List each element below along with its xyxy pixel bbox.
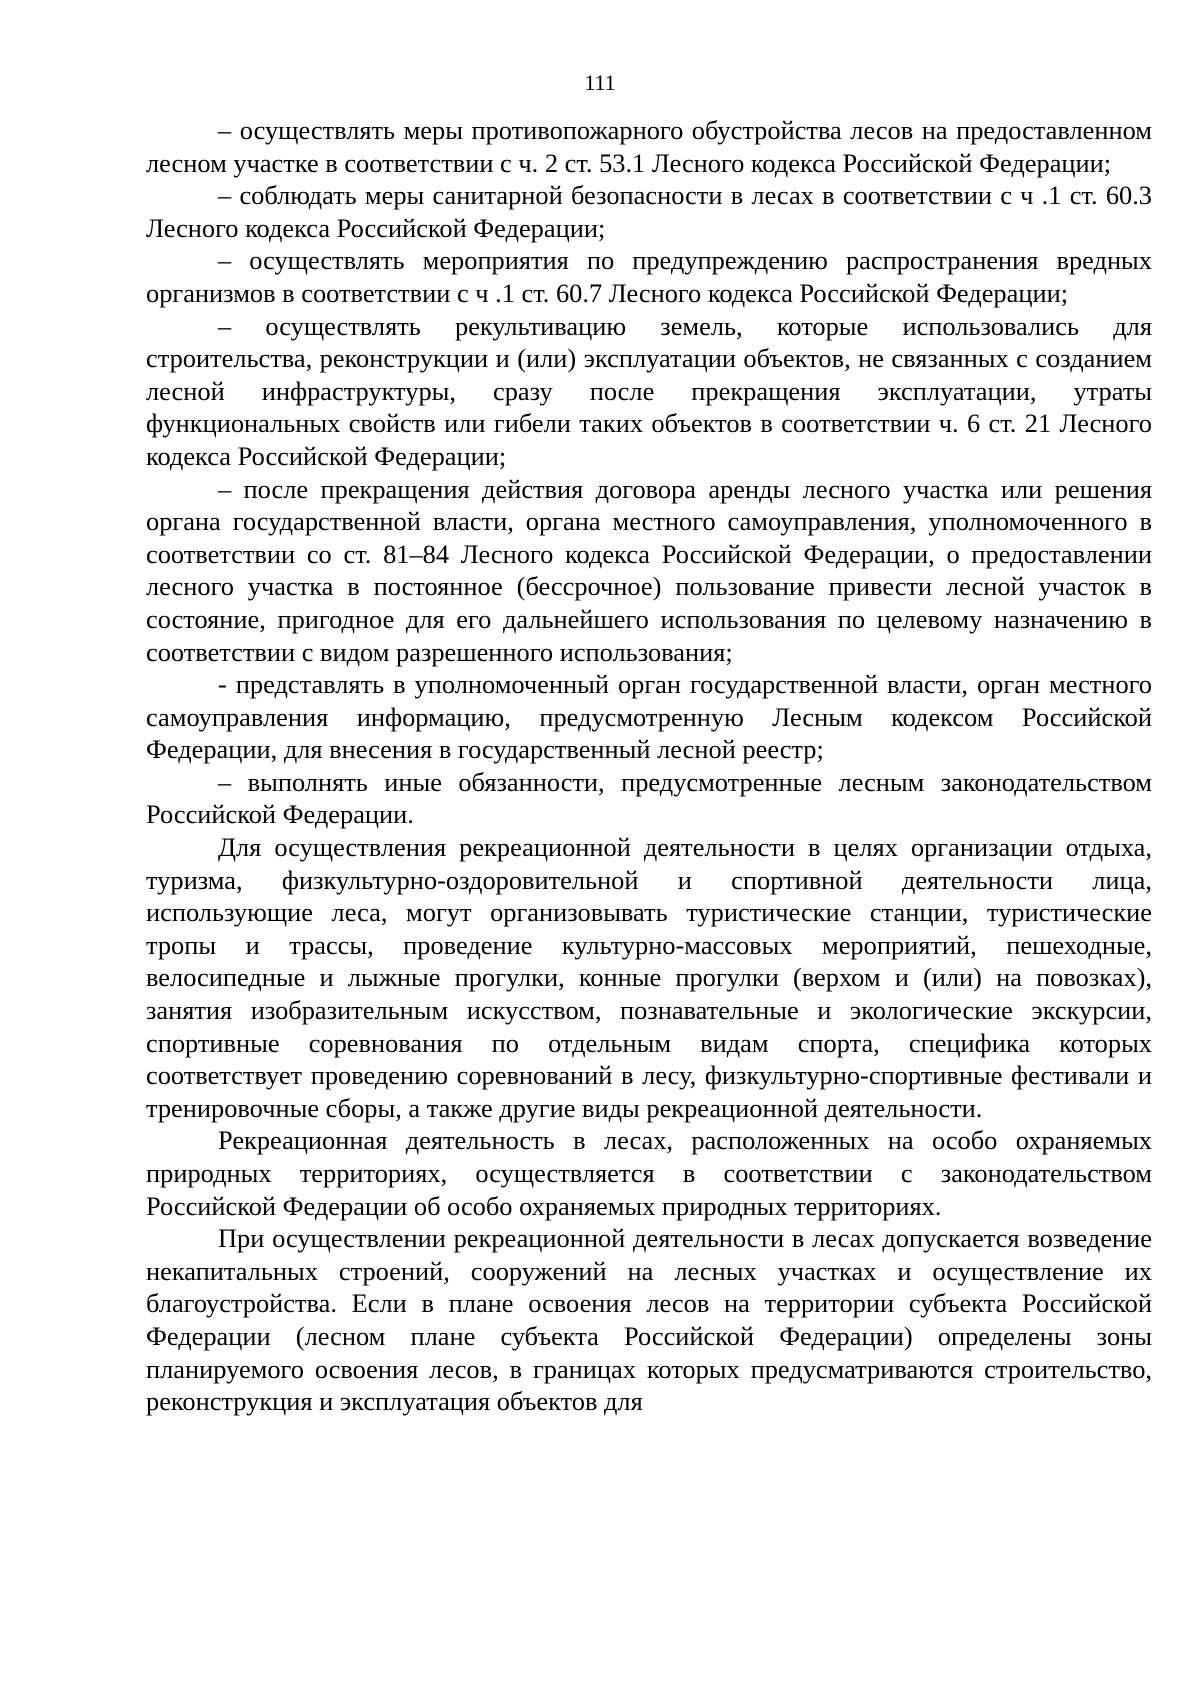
paragraph: Рекреационная деятельность в лесах, расположенных на особо охраняемых природных территориях, осуществляется в соответствии с законодательством Российской Федерации об особо охраняемых природных территориях. (146, 1125, 1152, 1221)
page-number: 111 (584, 70, 616, 95)
paragraph: Для осуществления рекреационной деятельности в целях организации отдыха, туризма, физкультурно-оздоровительной и спортивной деятельности лица, использующие леса, могут организовывать туристические станции, туристические тропы и трассы, проведение культурно-массовых мероприятий, пешеходные, велосипедные и лыжные прогулки, конные прогулки (верхом и (или) на повозках), занятия изобразительным искусством, познавательные и экологические экскурсии, спортивные соревнования по отдельным видам спорта, специфика которых соответствует проведению соревнований в лесу, физкультурно-спортивные фестивали и тренировочные сборы, а также другие виды рекреационной деятельности. (146, 832, 1152, 1123)
paragraph: – осуществлять меры противопожарного обустройства лесов на предоставленном лесном участке в соответствии с ч. 2 ст. 53.1 Лесного кодекса Российской Федерации; (146, 115, 1152, 178)
paragraph: – после прекращения действия договора аренды лесного участка или решения органа государственной власти, органа местного самоуправления, уполномоченного в соответствии со ст. 81–84 Лесного кодекса Российской Федерации, о предоставлении лесного участка в постоянное (бессрочное) пользование привести лесной участок в состояние, пригодное для его дальнейшего использования по целевому назначению в соответствии с видом разрешенного использования; (146, 473, 1152, 667)
paragraph: - представлять в уполномоченный орган государственной власти, орган местного самоуправления информацию, предусмотренную Лесным кодексом Российской Федерации, для внесения в государственный лесной реестр; (146, 669, 1152, 765)
paragraph: – осуществлять рекультивацию земель, которые использовались для строительства, реконструкции и (или) эксплуатации объектов, не связанных с созданием лесной инфраструктуры, сразу после прекращения эксплуатации, утраты функциональных свойств или гибели таких объектов в соответствии ч. 6 ст. 21 Лесного кодекса Российской Федерации; (146, 310, 1152, 471)
document-body (146, 114, 1152, 1418)
paragraph: – выполнять иные обязанности, предусмотренные лесным законодательством Российской Федерации. (146, 766, 1152, 830)
paragraph: – осуществлять мероприятия по предупреждению распространения вредных организмов в соответствии с ч .1 ст. 60.7 Лесного кодекса Российской Федерации; (146, 245, 1152, 308)
paragraph: – соблюдать меры санитарной безопасности в лесах в соответствии с ч .1 ст. 60.3 Лесного кодекса Российской Федерации; (146, 180, 1152, 243)
paragraph: При осуществлении рекреационной деятельности в лесах допускается возведение некапитальных строений, сооружений на лесных участках и осуществление их благоустройства. Если в плане освоения лесов на территории субъекта Российской Федерации (лесном плане субъекта Российской Федерации) определены зоны планируемого освоения лесов, в границах которых предусматриваются строительство, реконструкция и эксплуатация объектов для (146, 1223, 1152, 1417)
